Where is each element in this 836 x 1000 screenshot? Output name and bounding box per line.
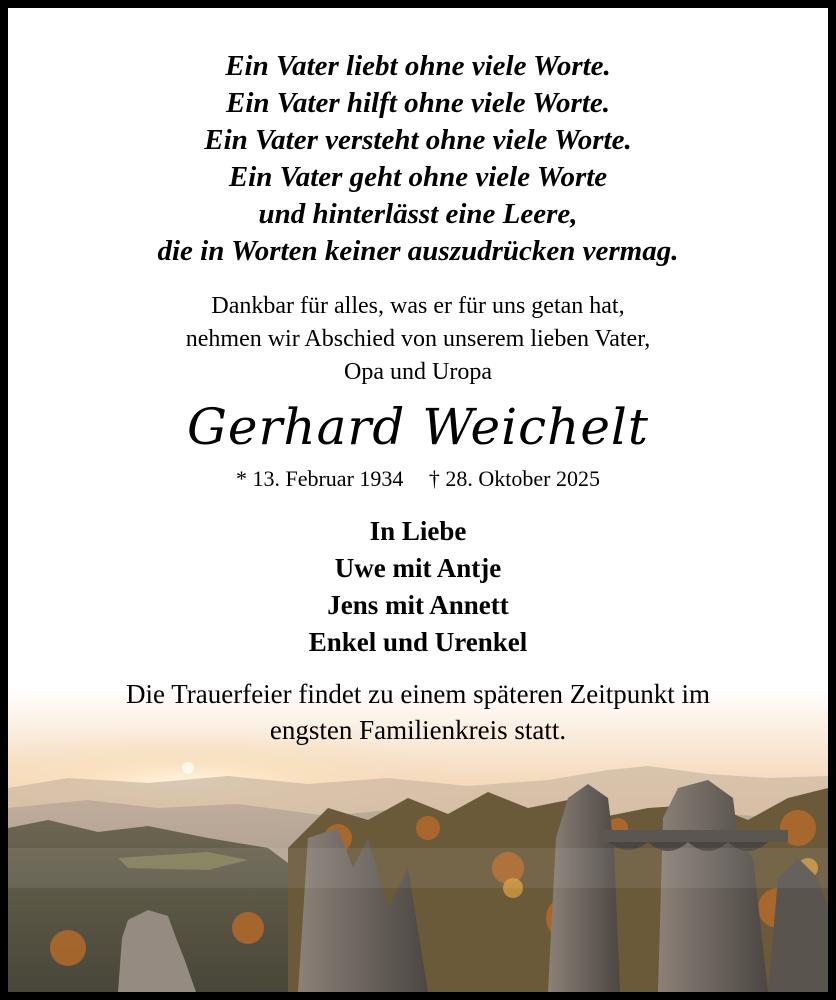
poem-line: Ein Vater hilft ohne viele Worte. <box>225 87 610 119</box>
mist <box>8 848 828 888</box>
mourner-line: Uwe mit Antje <box>334 553 502 583</box>
mourners <box>8 513 828 661</box>
farewell-intro <box>8 290 828 389</box>
poem-line: und hinterlässt eine Leere, <box>258 198 578 230</box>
life-dates <box>8 464 828 494</box>
intro-line: Dankbar für alles, was er für uns getan hat, <box>211 293 625 319</box>
poem-line: Ein Vater geht ohne viele Worte <box>228 161 608 193</box>
mourner-line: In Liebe <box>369 516 467 546</box>
poem-line: Ein Vater versteht ohne viele Worte. <box>204 124 632 156</box>
service-line: engsten Familienkreis statt. <box>269 715 567 745</box>
poem-line: die in Worten keiner auszudrücken vermag. <box>157 235 679 267</box>
poem-line: Ein Vater liebt ohne viele Worte. <box>225 50 611 82</box>
mourner-line: Jens mit Annett <box>327 590 509 620</box>
mourner-line: Enkel und Urenkel <box>308 627 528 657</box>
death-date: † 28. Oktober 2025 <box>428 466 600 491</box>
deceased-name: Gerhard Weichelt <box>186 398 650 456</box>
intro-line: nehmen wir Abschied von unserem lieben Vater, <box>185 326 651 352</box>
intro-line: Opa und Uropa <box>344 359 492 385</box>
funeral-service-note <box>8 676 828 748</box>
sun <box>182 762 194 774</box>
service-line: Die Trauerfeier findet zu einem späteren Zeitpunkt im <box>125 679 711 709</box>
poem <box>8 48 828 270</box>
birth-date: * 13. Februar 1934 <box>235 466 404 491</box>
